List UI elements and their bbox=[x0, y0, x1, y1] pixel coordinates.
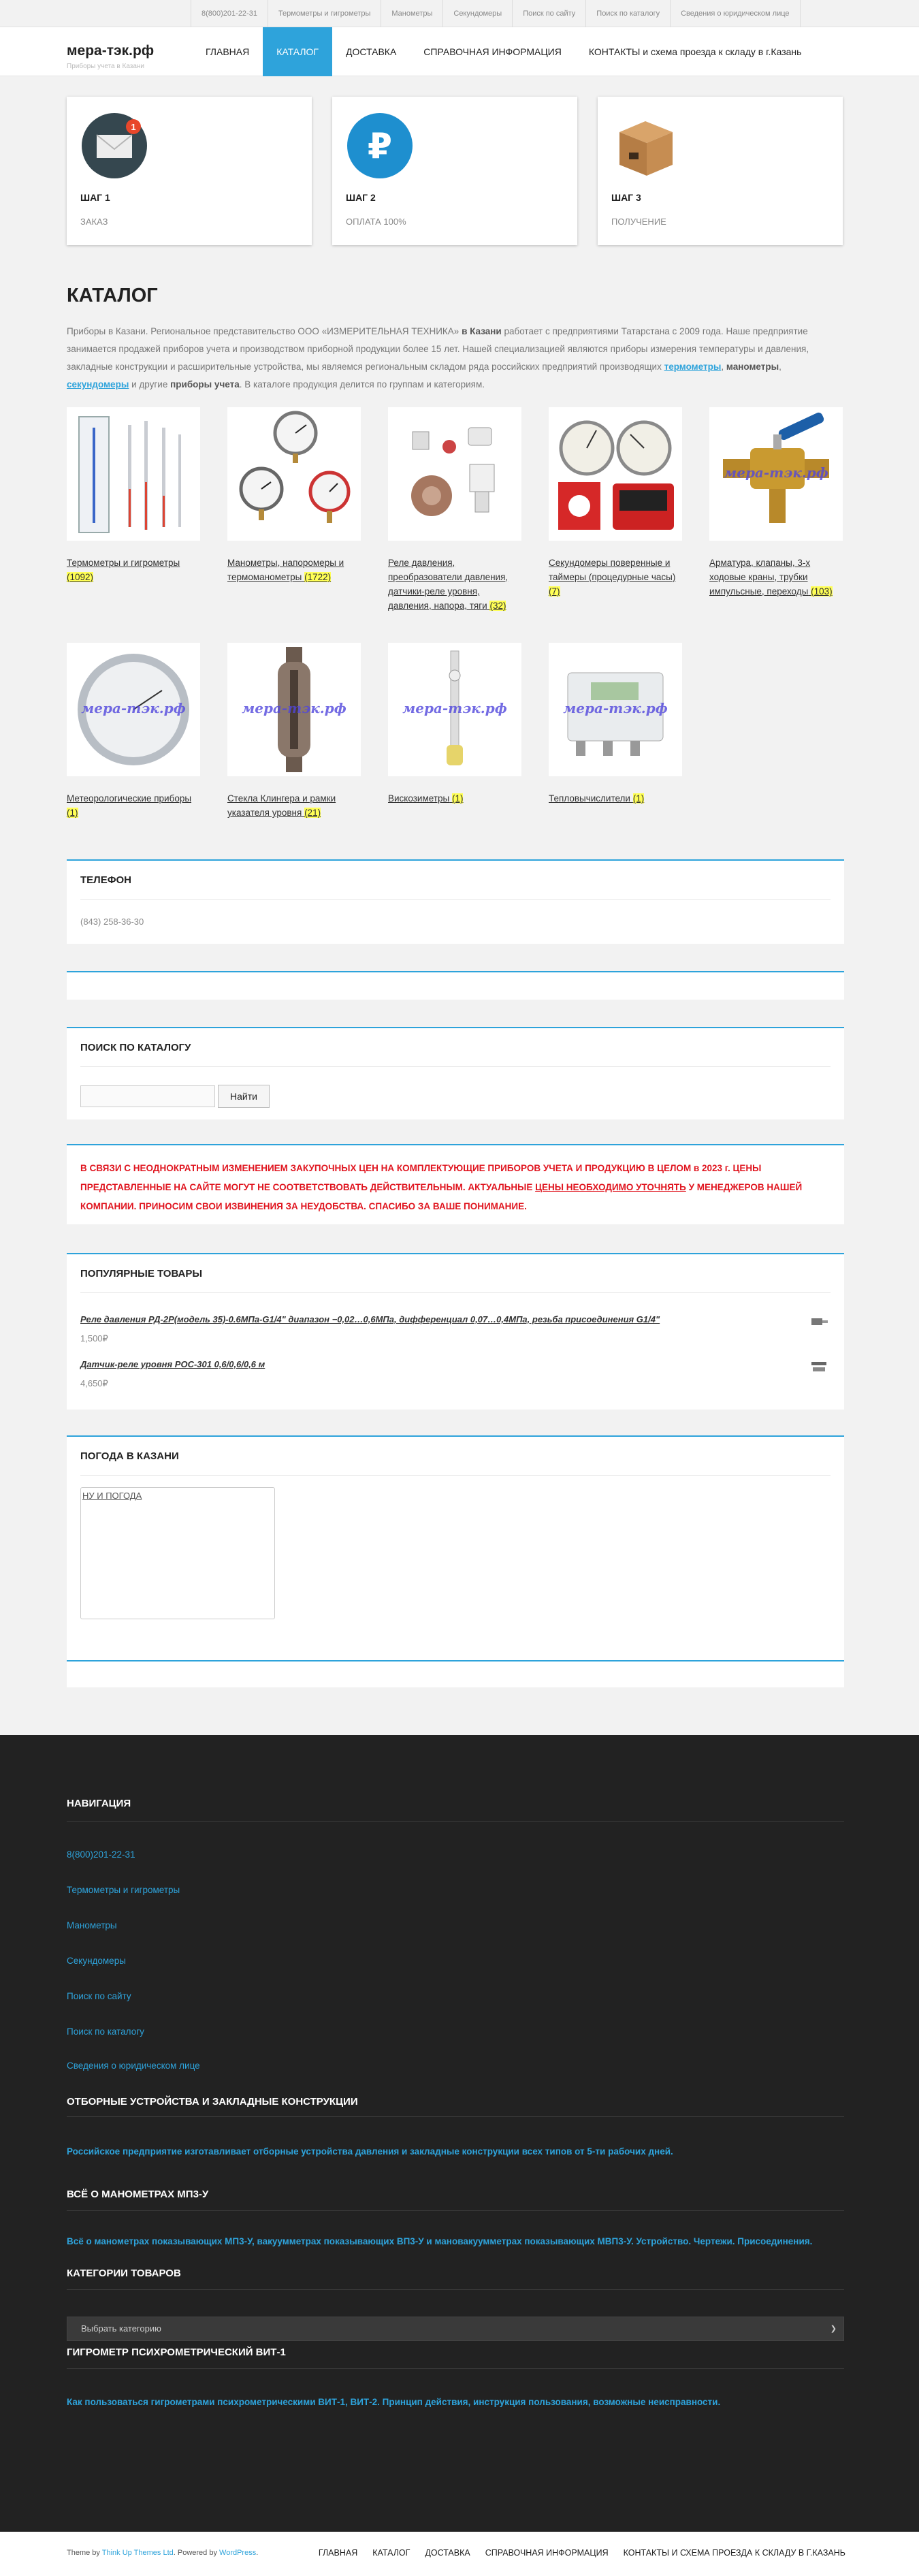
product-card[interactable] bbox=[709, 407, 843, 599]
product-watermark: мера-тэк.рф bbox=[563, 700, 668, 716]
popular-item-price: 4,650₽ bbox=[80, 1378, 108, 1388]
product-image[interactable] bbox=[67, 643, 200, 776]
popular-item-link[interactable]: Реле давления РД-2Р(модель 35)-0.6МПа-G1/4" диапазон −0,02…0,6МПа, дифференциал 0,07…0,4МПа, резьба присоединения G1/4" bbox=[80, 1314, 660, 1324]
empty-widget bbox=[67, 971, 844, 1000]
footer-article-link[interactable]: Российское предприятие изготавливает отборные устройства давления и закладные конструкции всех типов от 5-ти рабочих дней. bbox=[67, 2146, 673, 2157]
mail-icon bbox=[80, 112, 148, 180]
credit-text: . bbox=[256, 2549, 259, 2557]
nav-catalog[interactable]: КАТАЛОГ bbox=[263, 27, 332, 76]
bottom-bar bbox=[0, 2532, 919, 2576]
pressure-relay-image bbox=[388, 407, 521, 541]
product-card[interactable] bbox=[549, 643, 682, 806]
site-footer bbox=[0, 1735, 919, 2532]
product-image[interactable] bbox=[709, 407, 843, 541]
wordpress-link[interactable]: WordPress bbox=[219, 2549, 257, 2557]
weather-informer bbox=[80, 1487, 275, 1619]
footer-nav-title: НАВИГАЦИЯ bbox=[67, 1798, 131, 1809]
category-select-value: Выбрать категорию bbox=[81, 2323, 161, 2334]
footer-link-phone[interactable]: 8(800)201-22-31 bbox=[67, 1849, 135, 1860]
popular-item-price: 1,500₽ bbox=[80, 1333, 108, 1343]
footer-credits bbox=[67, 2549, 258, 2557]
manometer-image bbox=[227, 407, 361, 541]
product-count: (1722) bbox=[304, 572, 332, 582]
footer-divider bbox=[67, 2116, 844, 2117]
product-count: (1) bbox=[67, 808, 78, 818]
product-count: (1) bbox=[632, 793, 645, 804]
product-label: Арматура, клапаны, 3-х ходовые краны, трубки импульсные, переходы bbox=[709, 558, 811, 597]
catalog-title: КАТАЛОГ bbox=[67, 285, 158, 306]
bottom-nav-catalog[interactable]: КАТАЛОГ bbox=[372, 2548, 410, 2558]
bottom-nav bbox=[319, 2548, 845, 2558]
notice-part: В СВЯЗИ С НЕОДНОКРАТНЫМ ИЗМЕНЕНИЕМ ЗАКУПОЧНЫХ ЦЕН НА КОМПЛЕКТУЮЩИЕ ПРИБОРОВ УЧЕТА И ПРОДУКЦИЮ В ЦЕЛОМ в 2023 г. ЦЕНЫ ПРЕДСТАВЛЕННЫЕ НА САЙТЕ МОГУТ НЕ СООТВЕТСТВОВАТЬ ДЕЙСТВИТЕЛЬНЫМ. АКТУАЛЬНЫЕ bbox=[80, 1163, 762, 1192]
product-image[interactable] bbox=[388, 643, 521, 776]
nav-delivery[interactable]: ДОСТАВКА bbox=[346, 46, 397, 57]
link-thermometers[interactable]: термометры bbox=[664, 362, 722, 372]
top-link-manometers[interactable]: Манометры bbox=[381, 0, 442, 27]
product-label: Метеорологические приборы bbox=[67, 793, 192, 804]
step-3-subtitle: ПОЛУЧЕНИЕ bbox=[611, 217, 666, 227]
nav-home[interactable]: ГЛАВНАЯ bbox=[206, 46, 250, 57]
top-link-site-search[interactable]: Поиск по сайту bbox=[512, 0, 585, 27]
credit-text: Theme by bbox=[67, 2549, 100, 2557]
phone-widget bbox=[67, 859, 844, 944]
product-card[interactable] bbox=[549, 407, 682, 599]
product-watermark: мера-тэк.рф bbox=[242, 700, 346, 716]
footer-link-manometers[interactable]: Манометры bbox=[67, 1920, 117, 1930]
footer-section-title: ГИГРОМЕТР ПСИХРОМЕТРИЧЕСКИЙ ВИТ-1 bbox=[67, 2347, 286, 2358]
divider bbox=[80, 1292, 831, 1293]
top-bar bbox=[0, 0, 919, 27]
product-label: Секундомеры поверенные и таймеры (процедурные часы) bbox=[549, 558, 676, 582]
product-card[interactable] bbox=[67, 407, 200, 584]
product-name[interactable] bbox=[709, 556, 843, 599]
desc-bold: в Казани bbox=[462, 326, 502, 336]
mail-badge: 1 bbox=[131, 122, 136, 132]
product-image[interactable] bbox=[67, 407, 200, 541]
nav-reference[interactable]: СПРАВОЧНАЯ ИНФОРМАЦИЯ bbox=[423, 46, 562, 57]
divider bbox=[80, 1475, 831, 1476]
product-count: (1092) bbox=[67, 572, 94, 582]
site-logo[interactable]: мера-тэк.рф bbox=[67, 43, 155, 59]
main-nav bbox=[192, 27, 815, 76]
theme-author-link[interactable]: Think Up Themes Ltd bbox=[101, 2549, 174, 2557]
footer-article-link[interactable]: Всё о манометрах показывающих МП3-У, вакуумметрах показывающих ВП3-У и мановакуумметрах показывающих МВП3-У. Устройство. Чертежи. Присоединения. bbox=[67, 2236, 813, 2246]
product-label: Стекла Клингера и рамки указателя уровня bbox=[227, 793, 336, 818]
product-card[interactable] bbox=[388, 643, 521, 806]
product-label: Реле давления, преобразователи давления, датчики-реле уровня, давления, напора, тяги bbox=[388, 558, 509, 611]
footer-section-title: ОТБОРНЫЕ УСТРОЙСТВА И ЗАКЛАДНЫЕ КОНСТРУКЦИИ bbox=[67, 2096, 358, 2108]
footer-link-catalog-search[interactable]: Поиск по каталогу bbox=[67, 2026, 144, 2037]
product-image[interactable] bbox=[227, 407, 361, 541]
stopwatch-image bbox=[549, 407, 682, 541]
weather-widget bbox=[67, 1435, 844, 1675]
footer-link-thermometers[interactable]: Термометры и гигрометры bbox=[67, 1885, 180, 1895]
nav-contacts[interactable]: КОНТАКТЫ и схема проезда к складу в г.Казань bbox=[588, 46, 802, 57]
product-count: (103) bbox=[811, 586, 833, 597]
top-link-stopwatches[interactable]: Секундомеры bbox=[442, 0, 512, 27]
desc-part: . В каталоге продукция делится по группам и категориям. bbox=[239, 379, 485, 389]
product-image[interactable] bbox=[388, 407, 521, 541]
phone-number[interactable]: (843) 258-36-30 bbox=[80, 917, 144, 927]
product-label: Тепловычислители bbox=[549, 793, 630, 804]
product-count: (21) bbox=[304, 808, 321, 818]
product-image[interactable] bbox=[549, 643, 682, 776]
relay-thumbnail-icon[interactable] bbox=[809, 1314, 829, 1329]
footer-divider bbox=[67, 2210, 844, 2211]
phone-widget-title: ТЕЛЕФОН bbox=[80, 874, 131, 886]
catalog-description: Приборы в Казани. Региональное представительство ООО «ИЗМЕРИТЕЛЬНАЯ ТЕХНИКА» в Казани работает с предприятиями Татарстана с 2009 года. Наше предприятие занимается продажей приборов учета и производством приборной продукции более 15 лет. Нашей специализацией являются приборы измерения температуры и давления, закладные конструкции и расширительные устройства, мы являемся региональным складом ряда российских предприятий производящих термометры, манометры, секундомеры и другие приборы учета. В каталоге продукция делится по группам и категориям. bbox=[67, 326, 809, 389]
search-submit-button[interactable]: Найти bbox=[218, 1085, 270, 1108]
product-card[interactable] bbox=[67, 643, 200, 820]
product-count: (1) bbox=[451, 793, 464, 804]
price-notice-text bbox=[80, 1159, 831, 1216]
product-label: Манометры, напоромеры и термоманометры bbox=[227, 558, 344, 582]
site-tagline: Приборы учета в Казани bbox=[67, 63, 145, 70]
search-widget-title: ПОИСК ПО КАТАЛОГУ bbox=[80, 1042, 191, 1053]
footer-section-title: ВСЁ О МАНОМЕТРАХ МП3-У bbox=[67, 2189, 209, 2200]
popular-widget-title: ПОПУЛЯРНЫЕ ТОВАРЫ bbox=[80, 1268, 203, 1279]
bottom-nav-delivery[interactable]: ДОСТАВКА bbox=[425, 2548, 470, 2558]
product-label: Термометры и гигрометры bbox=[67, 558, 180, 568]
product-image[interactable] bbox=[227, 643, 361, 776]
popular-item-link[interactable]: Датчик-реле уровня РОС-301 0,6/0,6/0,6 м bbox=[80, 1359, 265, 1369]
product-name[interactable] bbox=[67, 791, 200, 820]
bottom-nav-contacts[interactable]: КОНТАКТЫ И СХЕМА ПРОЕЗДА К СКЛАДУ В Г.КАЗАНЬ bbox=[623, 2548, 845, 2558]
product-card[interactable] bbox=[227, 407, 361, 584]
weather-widget-title: ПОГОДА В КАЗАНИ bbox=[80, 1450, 179, 1462]
step-1-title: ШАГ 1 bbox=[80, 192, 110, 203]
footer-article-link[interactable]: Как пользоваться гигрометрами психрометрическими ВИТ-1, ВИТ-2. Принцип действия, инструкция пользования, возможные неисправности. bbox=[67, 2397, 721, 2407]
bottom-nav-home[interactable]: ГЛАВНАЯ bbox=[318, 2548, 358, 2558]
credit-text: . Powered by bbox=[173, 2549, 217, 2557]
product-name[interactable] bbox=[67, 556, 200, 584]
empty-widget bbox=[67, 1660, 844, 1687]
product-card[interactable] bbox=[388, 407, 521, 613]
footer-section-title: КАТЕГОРИИ ТОВАРОВ bbox=[67, 2268, 181, 2279]
top-link-legal-info[interactable]: Сведения о юридическом лице bbox=[670, 0, 800, 27]
price-notice-widget bbox=[67, 1144, 844, 1224]
product-count: (32) bbox=[489, 601, 506, 611]
chevron-down-icon: ❯ bbox=[830, 2325, 837, 2333]
step-card-1 bbox=[67, 97, 312, 245]
desc-part: работает с предприятиями Татарстана с 2009 года. Наше предприятие занимается продажей приборов учета и производством приборной продукции более 15 лет. Нашей специализацией являются приборы измерения температуры и давления, закладные конструкции и расширительные устройства, мы являемся региональным складом ряда российских предприятий производящих bbox=[67, 326, 809, 372]
step-card-2 bbox=[332, 97, 577, 245]
product-name[interactable] bbox=[227, 556, 361, 584]
popular-products-widget bbox=[67, 1253, 844, 1410]
step-3-title: ШАГ 3 bbox=[611, 192, 641, 203]
top-link-thermometers[interactable]: Термометры и гигрометры bbox=[268, 0, 381, 27]
catalog-search-input[interactable] bbox=[80, 1085, 215, 1107]
step-2-subtitle: ОПЛАТА 100% bbox=[346, 217, 406, 227]
product-count: (7) bbox=[549, 586, 560, 597]
weather-provider-link[interactable]: НУ И ПОГОДА bbox=[82, 1491, 142, 1501]
desc-part: Приборы в Казани. Региональное представительство ООО «ИЗМЕРИТЕЛЬНАЯ ТЕХНИКА» bbox=[67, 326, 460, 336]
product-image[interactable] bbox=[549, 407, 682, 541]
product-label: Вискозиметры bbox=[388, 793, 450, 804]
step-card-3 bbox=[598, 97, 843, 245]
desc-bold: приборы учета bbox=[170, 379, 240, 389]
product-watermark: мера-тэк.рф bbox=[402, 700, 507, 716]
desc-part: и другие bbox=[131, 379, 168, 389]
box-icon bbox=[611, 112, 679, 180]
top-link-phone[interactable]: 8(800)201-22-31 bbox=[191, 0, 268, 27]
step-2-title: ШАГ 2 bbox=[346, 192, 376, 203]
footer-divider bbox=[67, 2289, 844, 2290]
ruble-icon bbox=[346, 112, 414, 180]
footer-link-site-search[interactable]: Поиск по сайту bbox=[67, 1991, 131, 2001]
product-name[interactable] bbox=[227, 791, 361, 820]
divider bbox=[80, 899, 831, 900]
notice-part: У МЕНЕДЖЕРОВ НАШЕЙ КОМПАНИИ. ПРИНОСИМ СВОИ ИЗВИНЕНИЯ ЗА НЕУДОБСТВА. СПАСИБО ЗА ВАШЕ ПОНИМАНИЕ. bbox=[80, 1182, 803, 1211]
step-1-subtitle: ЗАКАЗ bbox=[80, 217, 108, 227]
top-links bbox=[191, 0, 801, 27]
site-header bbox=[0, 27, 919, 76]
link-stopwatches[interactable]: секундомеры bbox=[67, 379, 129, 389]
product-name[interactable] bbox=[388, 556, 521, 613]
footer-link-legal-info[interactable]: Сведения о юридическом лице bbox=[67, 2061, 200, 2071]
notice-underlined: ЦЕНЫ НЕОБХОДИМО УТОЧНЯТЬ bbox=[535, 1182, 686, 1192]
desc-bold: манометры bbox=[726, 362, 779, 372]
product-card[interactable] bbox=[227, 643, 361, 820]
product-name[interactable] bbox=[549, 556, 682, 599]
footer-divider bbox=[67, 2368, 844, 2369]
top-link-catalog-search[interactable]: Поиск по каталогу bbox=[585, 0, 670, 27]
product-watermark: мера-тэк.рф bbox=[81, 700, 186, 716]
ruble-symbol: ₽ bbox=[367, 126, 393, 167]
divider bbox=[80, 1066, 831, 1067]
thermometer-image bbox=[67, 407, 200, 541]
footer-link-stopwatches[interactable]: Секундомеры bbox=[67, 1956, 126, 1966]
product-name[interactable] bbox=[388, 791, 521, 806]
product-name[interactable] bbox=[549, 791, 682, 806]
bottom-nav-reference[interactable]: СПРАВОЧНАЯ ИНФОРМАЦИЯ bbox=[485, 2548, 609, 2558]
level-relay-thumbnail-icon[interactable] bbox=[809, 1359, 829, 1374]
product-watermark: мера-тэк.рф bbox=[724, 464, 828, 481]
category-select[interactable] bbox=[67, 2317, 844, 2341]
footer-divider bbox=[67, 1821, 844, 1822]
search-widget bbox=[67, 1027, 844, 1119]
